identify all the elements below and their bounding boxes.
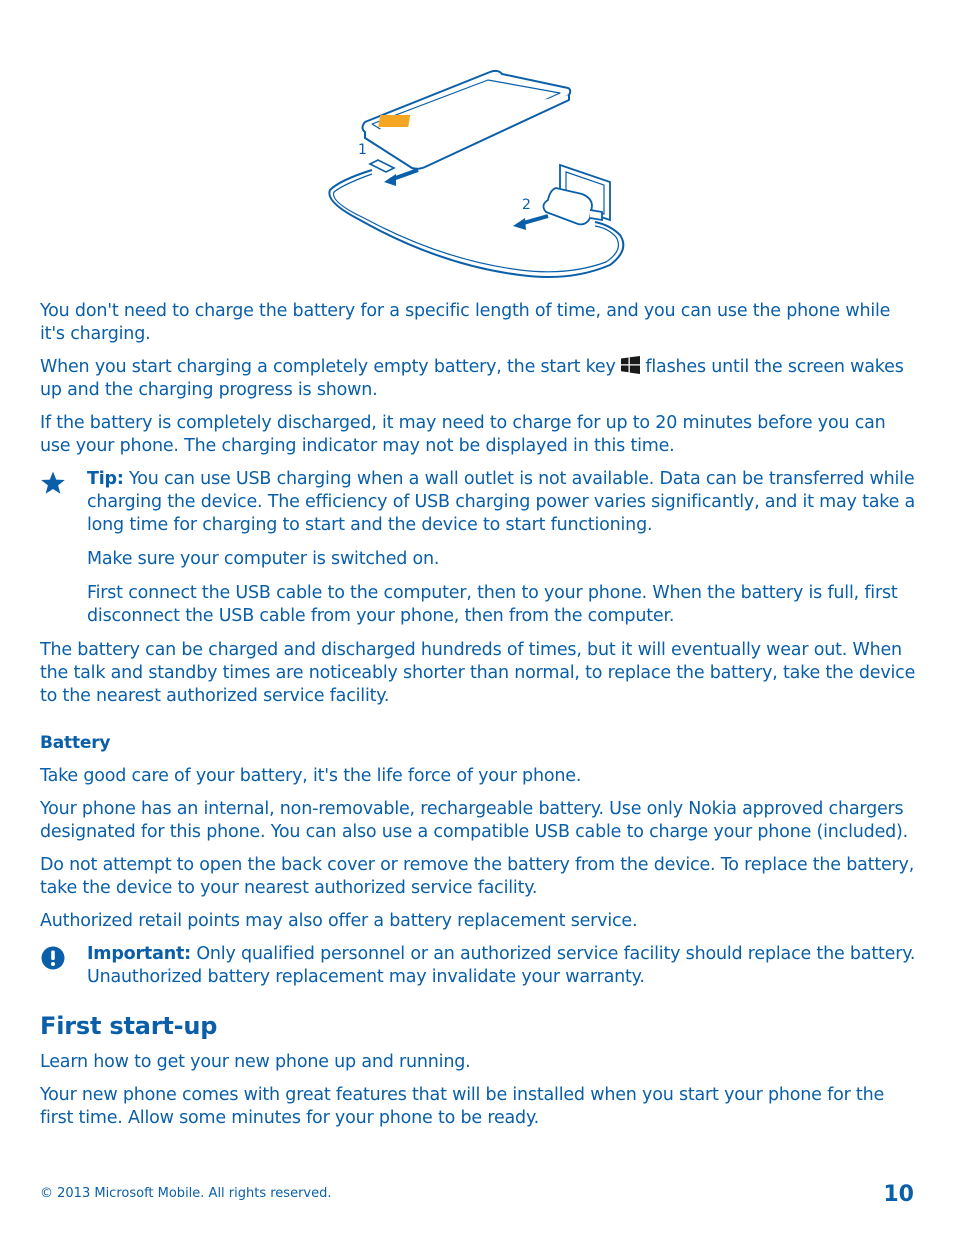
- usb-plug-drawing: [370, 160, 394, 172]
- arrow-2-head: [513, 218, 526, 230]
- illustration-label-1: 1: [358, 142, 367, 158]
- page-content: [40, 300, 916, 1140]
- page-number: 10: [883, 1182, 914, 1207]
- exclamation-icon: [40, 945, 66, 971]
- screen-tile: [378, 115, 410, 127]
- battery-heading: Battery: [40, 733, 111, 753]
- charging-illustration: [320, 60, 640, 290]
- first-startup-heading: First start-up: [40, 1012, 218, 1040]
- tip-line-3: First connect the USB cable to the computer, then to your phone. When the battery is full, first disconnect the USB cable from your phone, then from the computer.: [87, 583, 898, 626]
- arrow-1-head: [384, 174, 396, 186]
- paragraph-discharged: If the battery is completely discharged, it may need to charge for up to 20 minutes before you can use your phone. The charging indicator may not be displayed in this time.: [40, 413, 886, 456]
- illustration-label-2: 2: [522, 197, 531, 213]
- tip-text: Tip: You can use USB charging when a wall outlet is not available. Data can be transferred while charging the device. The efficiency of USB charging power varies significantly, and it may take a long time for charging to start and the device to start functioning.: [87, 469, 916, 535]
- important-label: Important:: [87, 944, 191, 964]
- battery-paragraph-1: Take good care of your battery, it's the life force of your phone.: [40, 766, 582, 786]
- tip-note: [40, 468, 916, 628]
- battery-paragraph-2: Your phone has an internal, non-removable, rechargeable battery. Use only Nokia approved chargers designated for this phone. You can also use a compatible USB cable to charge your phone (included).: [40, 799, 909, 842]
- star-icon: [40, 470, 66, 496]
- startup-paragraph-2: Your new phone comes with great features that will be installed when you start your phone for the first time. Allow some minutes for your phone to be ready.: [40, 1085, 885, 1128]
- paragraph-start-key: When you start charging a completely empty battery, the start key flashes until the screen wakes up and the charging progress is shown.: [40, 357, 904, 400]
- paragraph-wear-out: The battery can be charged and discharged hundreds of times, but it will eventually wear out. When the talk and standby times are noticeably shorter than normal, to replace the battery, take the device to the nearest authorized service facility.: [40, 640, 916, 706]
- tip-line-2: Make sure your computer is switched on.: [87, 549, 440, 569]
- startup-paragraph-1: Learn how to get your new phone up and running.: [40, 1052, 471, 1072]
- copyright: © 2013 Microsoft Mobile. All rights reserved.: [40, 1186, 332, 1201]
- windows-start-key-icon: [621, 356, 640, 374]
- battery-paragraph-4: Authorized retail points may also offer a battery replacement service.: [40, 911, 638, 931]
- important-text: Important: Only qualified personnel or an authorized service facility should replace the battery. Unauthorized battery replacement may invalidate your warranty.: [87, 944, 916, 987]
- tip-label: Tip:: [87, 469, 124, 489]
- important-note: [40, 943, 916, 989]
- battery-paragraph-3: Do not attempt to open the back cover or remove the battery from the device. To replace the battery, take the device to your nearest authorized service facility.: [40, 855, 915, 898]
- paragraph-charge-time: You don't need to charge the battery for a specific length of time, and you can use the phone while it's charging.: [40, 301, 891, 344]
